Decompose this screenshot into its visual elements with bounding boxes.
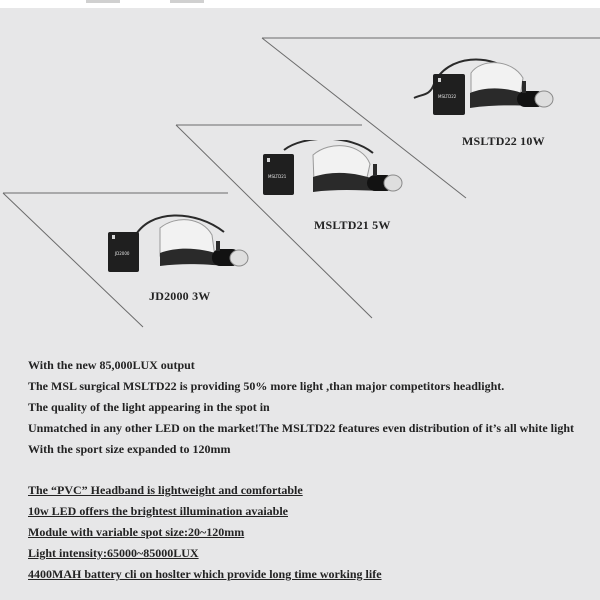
description-line-1: With the new 85,000LUX output: [28, 358, 195, 372]
feature-line-1: The “PVC” Headband is lightweight and comfortable: [28, 483, 303, 497]
feature-line-3: Module with variable spot size:20~120mm: [28, 525, 245, 539]
lamp-bracket: [216, 241, 220, 251]
lamp-lens: [384, 175, 402, 191]
battery-badge: JD2000: [115, 251, 130, 256]
headlight-jd2000-image: [104, 210, 258, 276]
battery-badge: MSLTD21: [268, 174, 287, 179]
battery-led: [438, 78, 441, 82]
lamp-lens: [230, 250, 248, 266]
battery-led: [267, 158, 270, 162]
product-label-msltd22: MSLTD22 10W: [462, 134, 545, 148]
feature-line-5: 4400MAH battery cli on hoslter which provide long time working life: [28, 567, 382, 581]
feature-line-2: 10w LED offers the brightest illumination avaiable: [28, 504, 288, 518]
headlight-msltd22-image: [409, 56, 554, 116]
product-label-msltd21: MSLTD21 5W: [314, 218, 391, 232]
headlight-msltd21-image: [258, 140, 408, 198]
features-list: [28, 480, 448, 585]
product-label-jd2000: JD2000 3W: [149, 289, 211, 303]
description-line-5: With the sport size expanded to 120mm: [28, 442, 231, 456]
description-block: [28, 355, 598, 460]
description-line-3: The quality of the light appearing in the spot in: [28, 400, 270, 414]
description-line-2: The MSL surgical MSLTD22 is providing 50% more light ,than major competitors headlight.: [28, 379, 505, 393]
lamp-lens: [535, 91, 553, 107]
lamp-bracket: [522, 81, 526, 93]
lamp-bracket: [373, 164, 377, 176]
battery-led: [112, 235, 115, 239]
battery-badge: MSLTD22: [438, 94, 457, 99]
feature-line-4: Light intensity:65000~85000LUX: [28, 546, 199, 560]
description-line-4: Unmatched in any other LED on the market!The MSLTD22 features even distribution of it’s all white light: [28, 421, 575, 435]
